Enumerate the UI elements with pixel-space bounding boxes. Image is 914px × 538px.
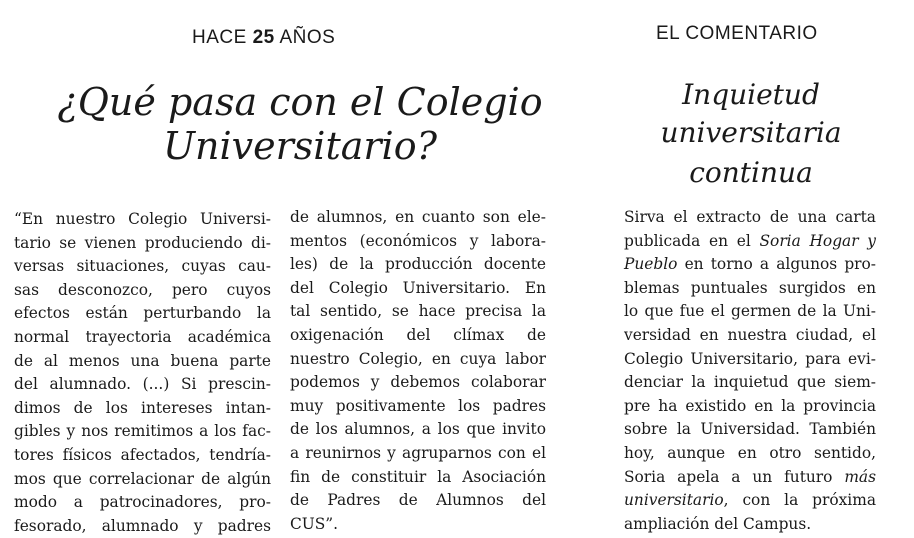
column-line — [624, 230, 876, 254]
article-column-2 — [290, 206, 546, 536]
column-line: normal trayectoria académica — [14, 327, 271, 346]
column-line: podemos y debemos colaborar — [290, 373, 546, 392]
emphasis: universitario — [624, 491, 724, 510]
column-line: de Padres de Alumnos del — [290, 491, 546, 510]
column-line: del Colegio Universitario. En — [290, 278, 546, 297]
column-line: blemas puntuales surgidos en — [624, 278, 876, 297]
column-line: “En nuestro Colegio Universi- — [14, 210, 271, 228]
main-headline-line-1: ¿Qué pasa con el Colegio — [57, 80, 543, 124]
column-line: mos que correlacionar de algún — [14, 469, 271, 488]
column-line: sobre la Universidad. También — [624, 420, 876, 439]
text-run: en torno a algunos pro- — [677, 255, 876, 274]
text-run: Soria apela a un futuro — [624, 467, 845, 486]
column-line: Colegio Universitario, para evi- — [624, 349, 876, 368]
column-line — [624, 489, 876, 513]
side-headline-line-1: Inquietud — [682, 78, 820, 111]
comment-column — [624, 206, 876, 536]
column-line: versidad en nuestra ciudad, el — [624, 325, 876, 344]
column-line: de los alumnos, a los que invito — [290, 420, 546, 439]
header-suffix: AÑOS — [274, 27, 336, 48]
header-prefix: HACE — [192, 27, 253, 48]
column-line: Sirva el extracto de una carta — [624, 208, 876, 226]
text-run: , con la próxima — [723, 491, 876, 510]
publication-name: Soria Hogar y — [759, 231, 876, 250]
side-headline-line-2: universitaria — [660, 116, 842, 149]
column-line: dimos de los intereses intan- — [14, 398, 271, 417]
column-line: de alumnos, en cuanto son ele- — [290, 208, 546, 226]
article-column-1 — [14, 208, 271, 538]
column-line: CUS”. — [290, 514, 339, 533]
column-line — [624, 253, 876, 277]
column-line: gibles y nos remitimos a los fac- — [14, 422, 271, 441]
column-line: a reunirnos y agruparnos con el — [290, 443, 546, 462]
text-run: publicada en el — [624, 231, 760, 250]
column-line: les) de la producción docente — [290, 255, 546, 274]
column-line: fesorado, alumnado y padres — [14, 516, 271, 535]
header-number: 25 — [252, 27, 275, 48]
column-line: sas desconozco, pero cuyos — [14, 280, 271, 299]
section-header-hace-25-anos — [192, 27, 335, 49]
column-line: tores físicos afectados, tendría- — [14, 445, 271, 464]
emphasis: más — [844, 467, 876, 486]
column-line: nuestro Colegio, en cuya labor — [290, 349, 546, 368]
column-line: pre ha existido en la provincia — [624, 396, 876, 415]
column-line: ampliación del Campus. — [624, 514, 812, 533]
column-line: versas situaciones, cuyas cau- — [14, 257, 271, 276]
column-line: tario se vienen produciendo di- — [14, 233, 271, 252]
column-line: mentos (económicos y labora- — [290, 231, 546, 250]
section-header-el-comentario: EL COMENTARIO — [656, 23, 818, 44]
column-line: oxigenación del clímax de — [290, 325, 546, 344]
column-line: muy positivamente los padres — [290, 396, 546, 415]
publication-name: Pueblo — [624, 255, 678, 274]
column-line: fin de constituir la Asociación — [290, 467, 546, 486]
column-line: hoy, aunque en otro sentido, — [624, 443, 876, 462]
column-line: lo que fue el germen de la Uni- — [624, 302, 876, 321]
column-line: denciar la inquietud que siem- — [624, 373, 876, 392]
column-line: del alumnado. (...) Si prescin- — [14, 375, 271, 394]
column-line: de al menos una buena parte — [14, 351, 271, 370]
column-line: efectos están perturbando la — [14, 304, 271, 323]
column-line: tal sentido, se hace precisa la — [290, 302, 546, 321]
column-line: modo a patrocinadores, pro- — [14, 493, 271, 512]
side-headline-line-3: continua — [689, 156, 813, 189]
main-headline-line-2: Universitario? — [163, 124, 437, 168]
column-line — [624, 466, 876, 490]
